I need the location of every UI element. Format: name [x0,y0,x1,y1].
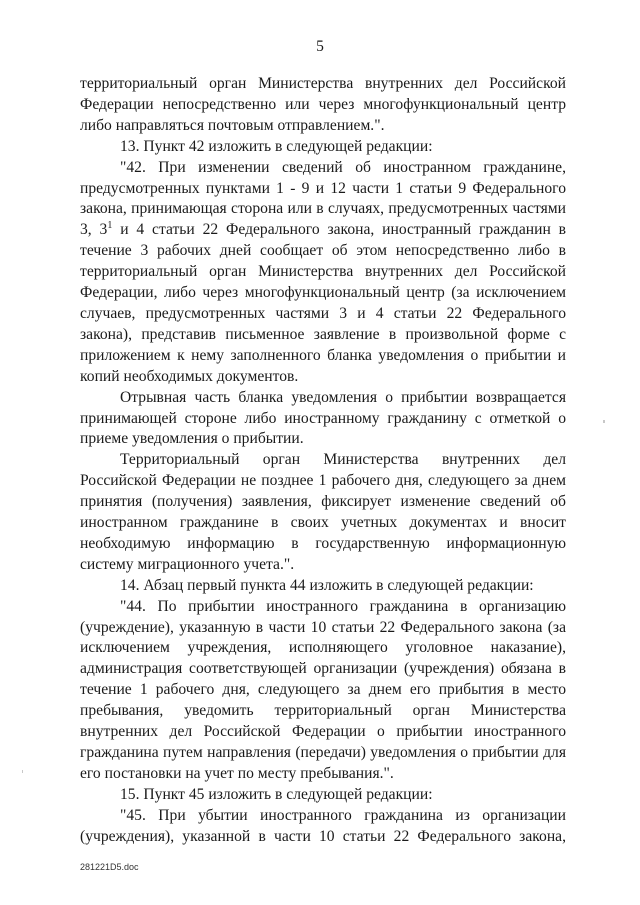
item-42-text-b: и 4 статьи 22 Федерального закона, иностранный гражданин в течение 3 рабочих дней сообщает об этом непосредственно либо в территориальный орган Министерства внутренних дел Российской Федерации, либо через многофункциональный центр (за исключением случаев, предусмотренных частями 3 и 4 статьи 22 Федерального закона), представив письменное заявление в произвольной форме с приложением к нему заполненного бланка уведомления о прибытии и копий необходимых документов. [80,221,567,385]
paragraph-territorial-organ: Территориальный орган Министерства внутренних дел Российской Федерации не позднее 1 рабочего дня, следующего за днем принятия (получения) заявления, фиксирует изменение сведений об иностранном гражданине в своих учетных документах и вносит необходимую информацию в государственную информационную систему миграционного учета.". [80,451,566,573]
paragraph-continuation: территориальный орган Министерства внутренних дел Российской Федерации непосредственно или через многофункциональный центр либо направляться почтовым отправлением.". [80,75,566,134]
paragraph-item-44: "44. По прибытии иностранного гражданина в организацию (учреждение), указанную в части 10 статьи 22 Федерального закона (за исключением учреждения, исполняющего уголовное наказание), администрация соответствующей организации (учреждения) обязана в течение 1 рабочего дня, следующего за днем его прибытия в место пребывания, уведомить территориальный орган Министерства внутренних дел Российской Федерации о прибытии иностранного гражданина путем направления (передачи) уведомления о прибытии для его постановки на учет по месту пребывания.". [80,597,566,782]
page-number: 5 [316,38,324,55]
paragraph-tear-off-part: Отрывная часть бланка уведомления о прибытии возвращается принимающей стороне либо иностранному гражданину с отметкой о приеме уведомления о прибытии. [80,388,566,448]
paragraph-item-42 [80,158,566,388]
paragraph-amendment-13: 13. Пункт 42 изложить в следующей редакции: [120,137,433,155]
superscript-1: 1 [107,220,113,232]
document-body [80,74,566,848]
paragraph-item-45: "45. При убытии иностранного гражданина из организации (учреждения), указанной в части 10 статьи 22 Федерального закона, [80,806,566,845]
scan-speck [22,770,23,773]
paragraph-amendment-14: 14. Абзац первый пункта 44 изложить в следующей редакции: [120,576,534,594]
item-42-text-a: "42. При изменении сведений об иностранном гражданине, предусмотренных пунктами 1 - 9 и 12 части 1 статьи 9 Федерального закона, принимающая сторона или в случаях, предусмотренных частями 3, 3 [80,158,566,239]
paragraph-amendment-15: 15. Пункт 45 изложить в следующей редакции: [120,785,433,803]
document-footer-filename: 281221D5.doc [80,862,139,872]
scan-speck [603,420,605,423]
